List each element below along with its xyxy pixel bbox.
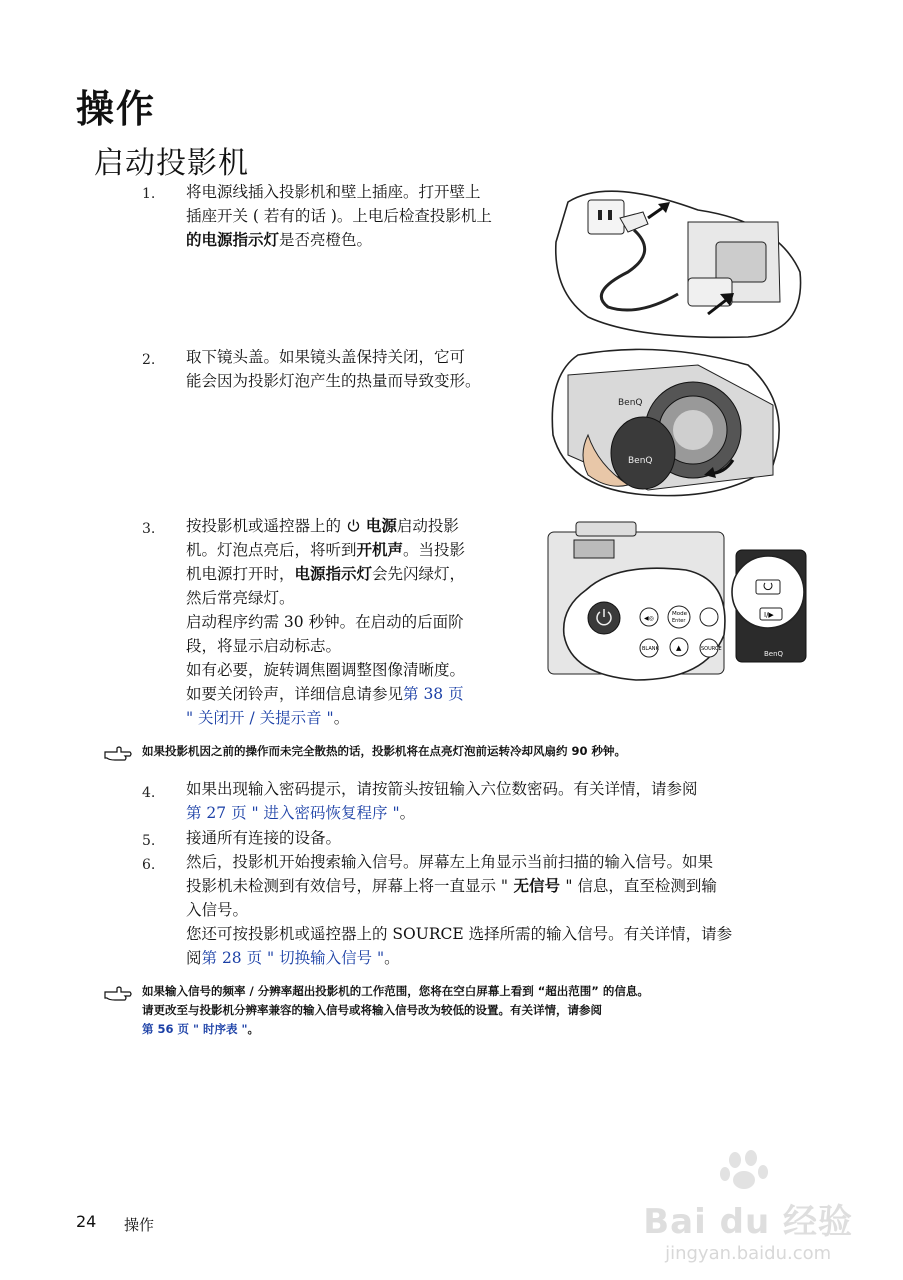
link-page-27[interactable]: 第 27 页 " 进入密码恢复程序 " [186, 804, 400, 822]
step-5-text: 接通所有连接的设备。 [186, 829, 342, 847]
watermark-url: jingyan.baidu.com [665, 1243, 832, 1264]
note-out-of-range [142, 982, 842, 1039]
svg-text:I/▶: I/▶ [764, 611, 774, 619]
section-title: 启动投影机 [94, 146, 249, 181]
control-panel-illustration [546, 520, 808, 685]
note-line: 请更改至与投影机分辨率兼容的输入信号或将输入信号改为较低的设置。有关详情，请参阅 [142, 1003, 602, 1017]
page-title: 操作 [76, 87, 157, 131]
step-6-line: 您还可按投影机或遥控器上的 SOURCE 选择所需的输入信号。有关详情，请参 [186, 925, 733, 943]
svg-text:◀◎: ◀◎ [644, 615, 654, 622]
link-page-38[interactable]: 第 38 页 [403, 685, 464, 703]
note-cooling-fan: 如果投影机因之前的操作而未完全散热的话，投影机将在点亮灯泡前运转冷却风扇约 90 秒钟。 [142, 744, 627, 758]
step-3-line: 段，将显示启动标志。 [186, 637, 342, 655]
step-3-number: 3. [142, 521, 156, 537]
step-5-number: 5. [142, 833, 156, 849]
step-2-number: 2. [142, 352, 156, 368]
step-1-line: 将电源线插入投影机和壁上插座。打开壁上 [186, 183, 481, 201]
source-key-label: SOURCE [701, 646, 722, 652]
step-4-line: 如果出现输入密码提示，请按箭头按钮输入六位数密码。有关详情，请参阅 [186, 780, 698, 798]
svg-text:▲: ▲ [676, 644, 682, 652]
brand-label: BenQ [628, 456, 653, 466]
step-3-line: 如有必要，旋转调焦圈调整图像清晰度。 [186, 661, 466, 679]
note-hand-icon [103, 984, 133, 1004]
step-6-line: 投影机未检测到有效信号，屏幕上将一直显示 " 无信号 " 信息，直至检测到输 [186, 876, 717, 895]
step-3-line: 按投影机或遥控器上的 电源启动投影 [186, 516, 459, 535]
step-3-line: " 关闭开 / 关提示音 "。 [186, 709, 350, 727]
lens-cap-illustration [548, 345, 788, 500]
step-2-line: 能会因为投影灯泡产生的热量而导致变形。 [186, 372, 481, 390]
note-hand-icon [103, 744, 133, 764]
power-cord-illustration [548, 182, 808, 342]
paw-icon [713, 1150, 783, 1190]
step-3-line: 启动程序约需 30 秒钟。在启动的后面阶 [186, 613, 464, 631]
step-1-number: 1. [142, 186, 156, 202]
step-1-line: 的电源指示灯是否亮橙色。 [186, 230, 373, 249]
blank-key-label: BLANK [642, 646, 659, 652]
step-6-line: 入信号。 [186, 901, 249, 919]
step-6-text [186, 850, 836, 970]
step-1-text [186, 180, 546, 252]
page-number: 24 [76, 1212, 97, 1231]
step-2-text [186, 345, 536, 393]
step-3-line: 如要关闭铃声，详细信息请参见第 38 页 [186, 685, 464, 703]
link-beep-setting[interactable]: " 关闭开 / 关提示音 " [186, 709, 334, 727]
step-3-text [186, 514, 546, 730]
power-icon [346, 516, 361, 531]
link-page-56[interactable]: 第 56 页 " 时序表 " [142, 1022, 248, 1036]
note-line: 第 56 页 " 时序表 "。 [142, 1022, 260, 1036]
enter-key-label: Enter [672, 618, 686, 624]
step-4-text [186, 777, 826, 825]
step-6-line: 然后，投影机开始搜索输入信号。屏幕左上角显示当前扫描的输入信号。如果 [186, 853, 714, 871]
remote-brand-label: BenQ [764, 650, 784, 658]
baidu-watermark [643, 1150, 853, 1264]
step-4-number: 4. [142, 785, 156, 801]
step-4-line: 第 27 页 " 进入密码恢复程序 "。 [186, 804, 416, 822]
step-3-line: 然后常亮绿灯。 [186, 589, 295, 607]
note-line: 如果输入信号的频率 / 分辨率超出投影机的工作范围，您将在空白屏幕上看到 “超出范围” 的信息。 [142, 984, 649, 998]
step-6-line: 阅第 28 页 " 切换输入信号 "。 [186, 949, 400, 967]
mode-key-label: Mode [672, 611, 687, 617]
step-2-line: 取下镜头盖。如果镜头盖保持关闭，它可 [186, 348, 466, 366]
step-3-line: 机。灯泡点亮后，将听到开机声。当投影 [186, 540, 466, 559]
step-1-line: 插座开关 ( 若有的话 )。上电后检查投影机上 [186, 207, 492, 225]
link-page-28[interactable]: 第 28 页 " 切换输入信号 " [201, 949, 385, 967]
watermark-logo: Bai du 经验 [643, 1202, 853, 1242]
step-3-line: 机电源打开时，电源指示灯会先闪绿灯， [186, 564, 466, 583]
footer-label: 操作 [124, 1216, 155, 1234]
power-indicator-term: 的电源指示灯 [186, 230, 280, 249]
step-6-number: 6. [142, 857, 156, 873]
brand-label: BenQ [618, 398, 643, 408]
